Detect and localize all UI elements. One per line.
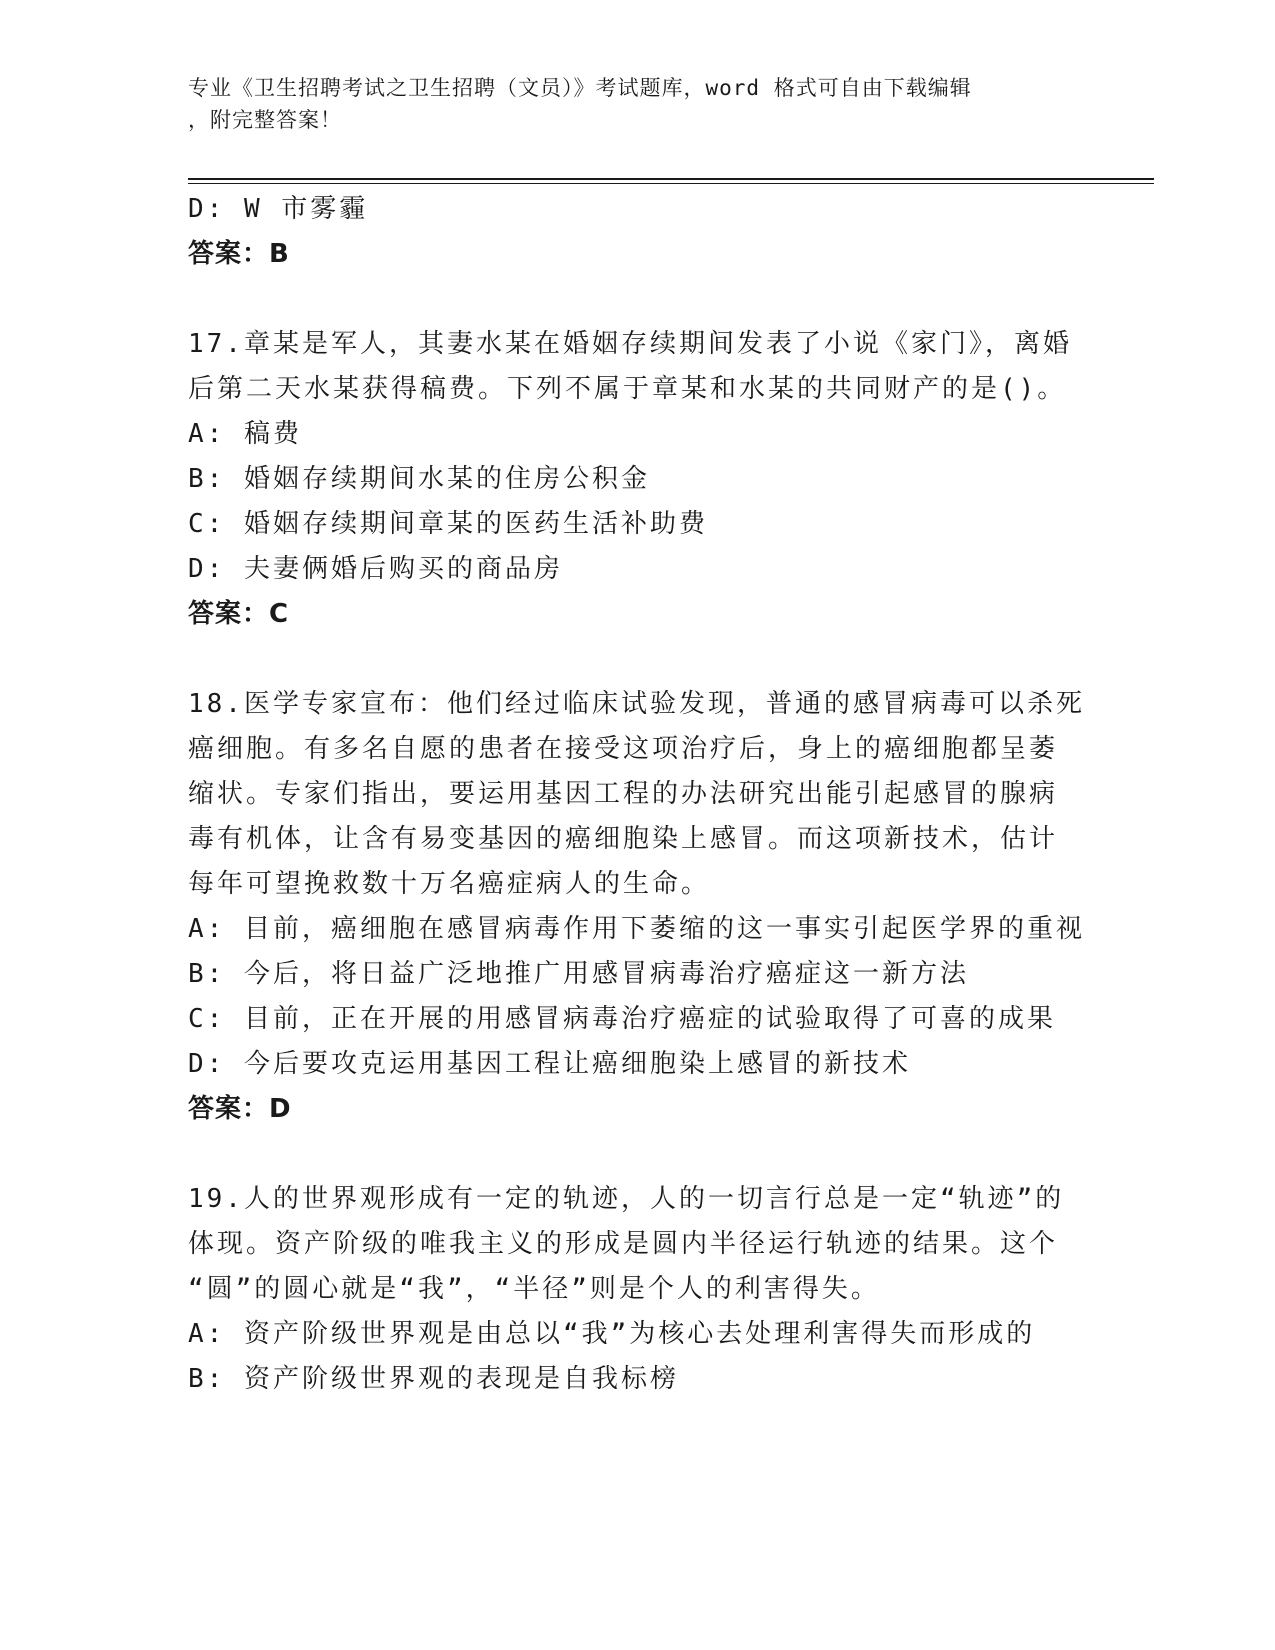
question-stem-line: 毒有机体，让含有易变基因的癌细胞染上感冒。而这项新技术，估计 bbox=[188, 824, 1059, 854]
spacer bbox=[188, 637, 1108, 682]
question-content bbox=[188, 187, 1108, 1402]
option-a: A: 稿费 bbox=[188, 419, 302, 449]
question-stem-line: 每年可望挽救数十万名癌症病人的生命。 bbox=[188, 869, 711, 899]
question-stem-line: 癌细胞。有多名自愿的患者在接受这项治疗后，身上的癌细胞都呈萎 bbox=[188, 734, 1059, 764]
option-a: A: 目前，癌细胞在感冒病毒作用下萎缩的这一事实引起医学界的重视 bbox=[188, 914, 1085, 944]
option-b: B: 资产阶级世界观的表现是自我标榜 bbox=[188, 1364, 679, 1394]
question-stem-line: 缩状。专家们指出，要运用基因工程的办法研究出能引起感冒的腺病 bbox=[188, 779, 1059, 809]
question-17 bbox=[188, 322, 1108, 637]
option-d: D: W 市雾霾 bbox=[188, 194, 369, 224]
option-b: B: 婚姻存续期间水某的住房公积金 bbox=[188, 464, 650, 494]
spacer bbox=[188, 1132, 1108, 1177]
option-d: D: 夫妻俩婚后购买的商品房 bbox=[188, 554, 563, 584]
option-c: C: 婚姻存续期间章某的医药生活补助费 bbox=[188, 509, 708, 539]
question-stem-line: 18.医学专家宣布：他们经过临床试验发现，普通的感冒病毒可以杀死 bbox=[188, 689, 1085, 719]
document-header bbox=[188, 72, 1088, 136]
question-stem-line: 后第二天水某获得稿费。下列不属于章某和水某的共同财产的是()。 bbox=[188, 374, 1067, 404]
question-18 bbox=[188, 682, 1108, 1132]
header-divider-thick bbox=[188, 178, 1154, 180]
question-stem-line: 19.人的世界观形成有一定的轨迹，人的一切言行总是一定“轨迹”的 bbox=[188, 1184, 1065, 1214]
question-stem-line: 体现。资产阶级的唯我主义的形成是圆内半径运行轨迹的结果。这个 bbox=[188, 1229, 1059, 1259]
option-c: C: 目前，正在开展的用感冒病毒治疗癌症的试验取得了可喜的成果 bbox=[188, 1004, 1056, 1034]
answer: 答案：B bbox=[188, 239, 290, 269]
answer: 答案：C bbox=[188, 599, 290, 629]
header-line-2: ，附完整答案！ bbox=[188, 108, 342, 132]
option-b: B: 今后，将日益广泛地推广用感冒病毒治疗癌症这一新方法 bbox=[188, 959, 969, 989]
header-divider-thin bbox=[188, 183, 1154, 184]
header-line-1: 专业《卫生招聘考试之卫生招聘（文员）》考试题库，word 格式可自由下载编辑 bbox=[188, 76, 972, 100]
question-19 bbox=[188, 1177, 1108, 1402]
spacer bbox=[188, 277, 1108, 322]
question-stem-line: “圆”的圆心就是“我”，“半径”则是个人的利害得失。 bbox=[188, 1274, 880, 1304]
prev-question bbox=[188, 187, 1108, 277]
option-a: A: 资产阶级世界观是由总以“我”为核心去处理利害得失而形成的 bbox=[188, 1319, 1036, 1349]
question-stem-line: 17.章某是军人，其妻水某在婚姻存续期间发表了小说《家门》，离婚 bbox=[188, 329, 1072, 359]
answer: 答案：D bbox=[188, 1094, 292, 1124]
option-d: D: 今后要攻克运用基因工程让癌细胞染上感冒的新技术 bbox=[188, 1049, 911, 1079]
